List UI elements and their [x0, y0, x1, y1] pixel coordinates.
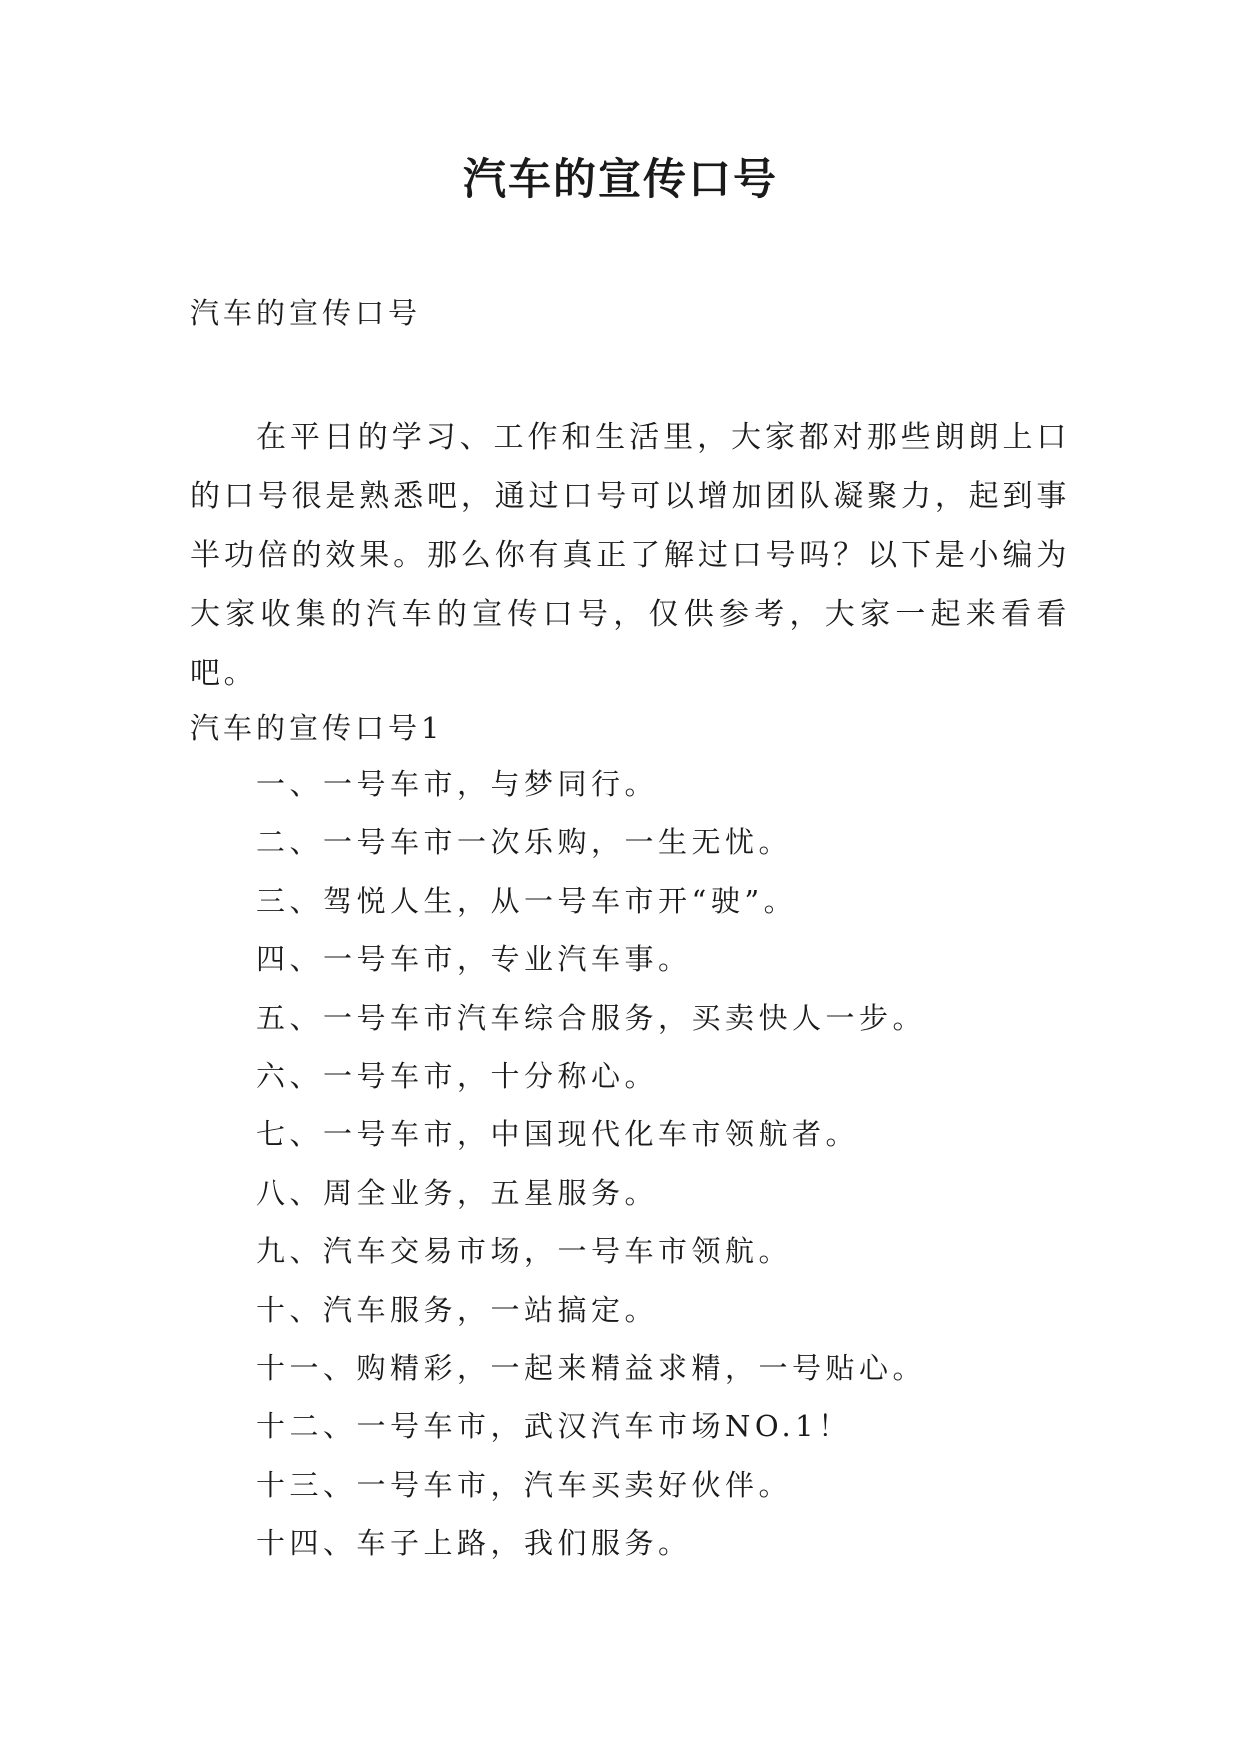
slogan-item: 一、一号车市，与梦同行。 — [256, 767, 659, 801]
intro-paragraph: 在平日的学习、工作和生活里，大家都对那些朗朗上口的口号很是熟悉吧，通过口号可以增加团队凝聚力，起到事半功倍的效果。那么你有真正了解过口号吗？以下是小编为大家收集的汽车的宣传口号，仅供参考，大家一起来看看吧。 — [190, 420, 1070, 691]
slogan-item: 十一、购精彩，一起来精益求精，一号贴心。 — [256, 1350, 927, 1385]
slogan-item: 三、驾悦人生，从一号车市开“驶”。 — [256, 883, 798, 918]
slogan-item: 五、一号车市汽车综合服务，买卖快人一步。 — [256, 1000, 927, 1035]
section-heading: 汽车的宣传口号1 — [190, 711, 444, 745]
document-subtitle: 汽车的宣传口号 — [190, 296, 422, 330]
slogan-item: 六、一号车市，十分称心。 — [256, 1058, 659, 1093]
slogan-item: 九、汽车交易市场，一号车市领航。 — [256, 1234, 793, 1269]
slogan-item: 十二、一号车市，武汉汽车市场NO.1！ — [256, 1409, 852, 1444]
slogan-item: 七、一号车市，中国现代化车市领航者。 — [256, 1117, 860, 1152]
slogan-item: 四、一号车市，专业汽车事。 — [256, 942, 692, 977]
slogan-list — [256, 755, 926, 1572]
slogan-item: 十四、车子上路，我们服务。 — [256, 1526, 692, 1561]
slogan-item: 十三、一号车市，汽车买卖好伙伴。 — [256, 1467, 793, 1502]
page-title: 汽车的宣传口号 — [463, 155, 778, 205]
slogan-item: 二、一号车市一次乐购，一生无忧。 — [256, 825, 793, 860]
slogan-item: 十、汽车服务，一站搞定。 — [256, 1292, 659, 1327]
slogan-item: 八、周全业务，五星服务。 — [256, 1175, 659, 1210]
